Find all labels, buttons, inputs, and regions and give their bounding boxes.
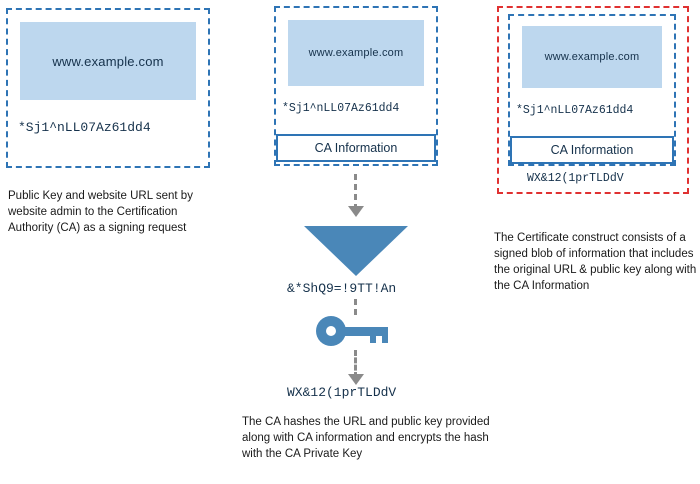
left-caption: Public Key and website URL sent by website admin to the Certification Authority (CA) as a signing request xyxy=(8,190,193,234)
certificate-signature: WX&12(1prTLDdV xyxy=(527,172,624,185)
left-website-box xyxy=(20,22,196,100)
middle-ca-information-box: CA Information xyxy=(276,134,436,162)
ca-private-key-icon xyxy=(316,316,390,346)
middle-website-url: www.example.com xyxy=(308,47,404,59)
middle-public-key: *Sj1^nLL07Az61dd4 xyxy=(282,102,400,115)
hash-funnel-icon xyxy=(304,226,408,276)
flow-arrow-mid xyxy=(354,299,360,315)
flow-arrow-top xyxy=(354,174,360,210)
middle-caption: The CA hashes the URL and public key provided along with CA information and encrypts the hash with the CA Private Key xyxy=(242,416,490,460)
right-ca-information-box: CA Information xyxy=(510,136,674,164)
right-website-box xyxy=(522,26,662,88)
right-caption: The Certificate construct consists of a signed blob of information that includes the original URL & public key along with the CA Information xyxy=(494,232,697,292)
right-website-url: www.example.com xyxy=(544,51,640,63)
left-website-url: www.example.com xyxy=(52,53,164,69)
signed-hash-value: WX&12(1prTLDdV xyxy=(287,385,397,400)
flow-arrow-bottom-head xyxy=(348,374,364,385)
left-public-key: *Sj1^nLL07Az61dd4 xyxy=(18,120,151,135)
hash-value: &*ShQ9=!9TT!An xyxy=(287,281,397,296)
middle-website-box xyxy=(288,20,424,86)
right-public-key: *Sj1^nLL07Az61dd4 xyxy=(516,104,634,117)
flow-arrow-top-head xyxy=(348,206,364,217)
